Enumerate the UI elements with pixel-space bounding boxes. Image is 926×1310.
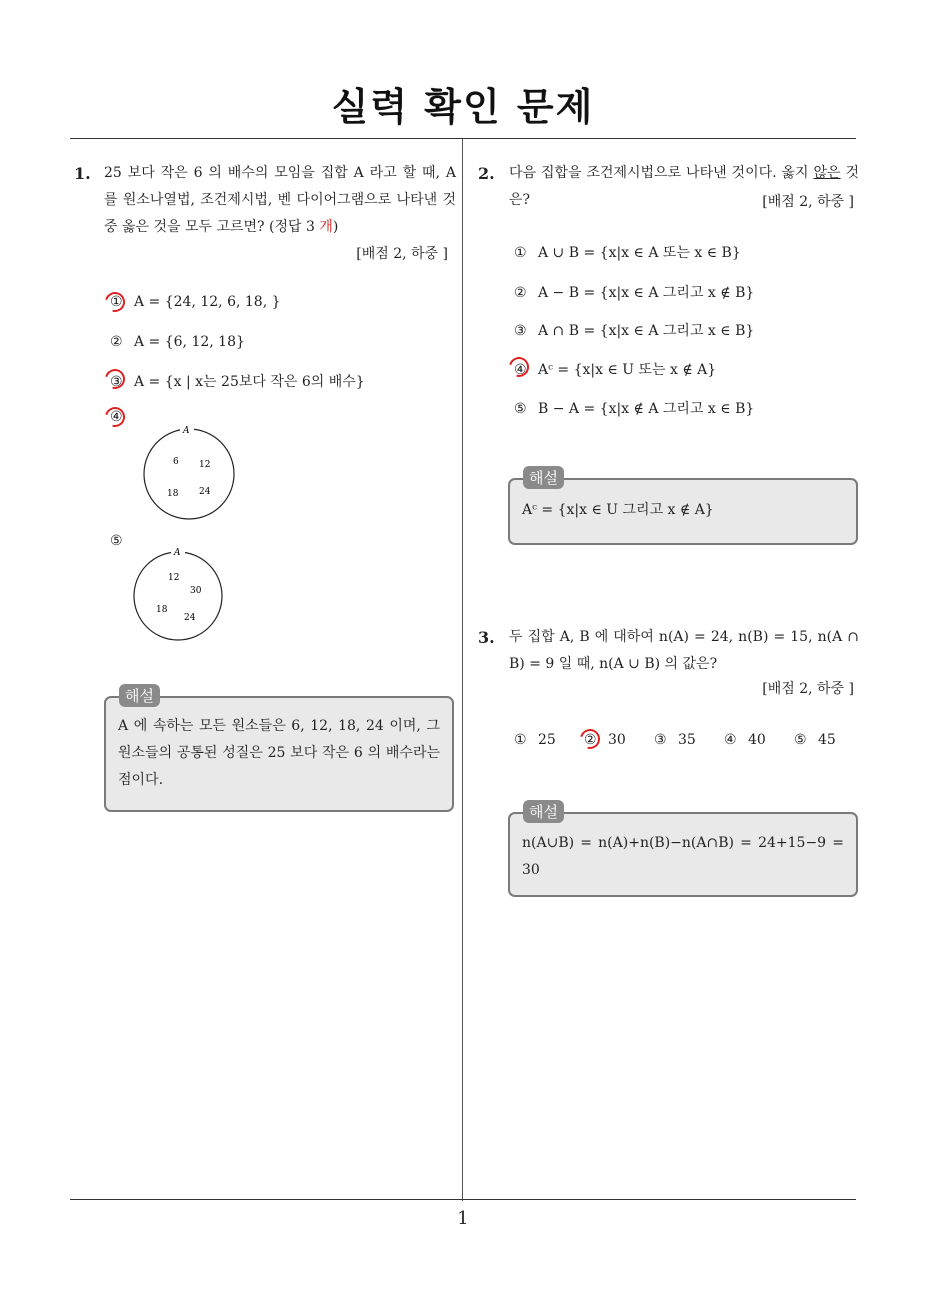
q1-explanation-tag: 해설 (119, 684, 160, 707)
q2-option-5-num: ⑤ (514, 401, 527, 417)
q3-option-5[interactable] (794, 732, 836, 748)
q1-explanation-text: A 에 속하는 모든 원소들은 6, 12, 18, 24 이며, 그 원소들의 공통된 성질은 25 보다 작은 6 의 배수라는 점이다. (118, 718, 440, 788)
q3-option-2-answer-mark (576, 725, 603, 752)
q3-option-2-text: 30 (608, 732, 626, 748)
q1-venn-diagram-4 (140, 424, 240, 524)
q2-option-4[interactable] (514, 359, 716, 379)
q3-option-1-text: 25 (538, 732, 556, 748)
q3-option-3-num: ③ (654, 732, 667, 748)
q1-option-3-text: A = {x | x는 25보다 작은 6의 배수} (134, 374, 365, 390)
q2-text-end: 것은? (509, 165, 859, 208)
q1-option-1-answer-mark (101, 288, 128, 315)
q3-explanation-box (508, 812, 858, 897)
q2-option-2-num: ② (514, 285, 527, 301)
venn4-element: 24 (199, 487, 211, 497)
q2-number: 2. (478, 164, 495, 183)
q2-option-5-text: B − A = {x|x ∉ A 그리고 x ∈ B} (538, 401, 755, 417)
q1-text-main: 25 보다 작은 6 의 배수의 모임을 집합 A 라고 할 때, A 를 원소나열법, 조건제시법, 벤 다이어그램으로 나타낸 것 중 옳은 것을 모두 고르면? (정답 3 (104, 165, 456, 235)
venn5-element: 30 (190, 586, 202, 596)
q1-option-2-text: A = {6, 12, 18} (134, 334, 245, 350)
q3-option-5-num: ⑤ (794, 732, 807, 748)
q3-option-4-num: ④ (724, 732, 737, 748)
q1-venn-diagram-5 (128, 546, 228, 646)
q2-explanation-tag: 해설 (523, 466, 564, 489)
q1-option-3[interactable] (110, 371, 365, 391)
q2-option-2[interactable] (514, 282, 754, 302)
q2-score: [배점 2, 하중 ] (762, 194, 854, 210)
q1-explanation-box (104, 696, 454, 812)
venn4-set-label: A (183, 426, 190, 436)
column-divider (462, 139, 463, 1201)
q2-text-underlined: 않은 (813, 165, 841, 181)
q2-option-1[interactable] (514, 242, 741, 262)
venn5-circle (134, 552, 222, 640)
q3-number: 3. (478, 628, 495, 647)
q2-option-3-text: A ∩ B = {x|x ∈ A 그리고 x ∈ B} (538, 323, 755, 339)
venn4-element: 12 (199, 460, 211, 470)
q2-option-1-num: ① (514, 245, 527, 261)
q1-option-1[interactable] (110, 294, 281, 310)
q2-text-main: 다음 집합을 조건제시법으로 나타낸 것이다. 옳지 (509, 165, 814, 181)
q1-option-2-num: ② (110, 334, 123, 350)
top-rule (70, 138, 856, 139)
venn5-element: 24 (184, 613, 196, 623)
q1-option-1-text: A = {24, 12, 6, 18, } (134, 294, 281, 310)
q3-option-5-text: 45 (818, 732, 836, 748)
q1-option-3-num: ③ (110, 374, 123, 390)
q2-option-1-text: A ∪ B = {x|x ∈ A 또는 x ∈ B} (538, 245, 741, 261)
q2-option-3[interactable] (514, 320, 754, 340)
venn5-element: 12 (168, 573, 180, 583)
page-number: 1 (457, 1208, 469, 1229)
venn4-circle (144, 429, 234, 519)
q3-explanation-tag: 해설 (523, 800, 564, 823)
q1-option-2[interactable] (110, 334, 245, 350)
q2-option-3-num: ③ (514, 323, 527, 339)
venn5-element: 18 (156, 605, 168, 615)
q2-option-4-text: Aᶜ = {x|x ∈ U 또는 x ∉ A} (538, 362, 717, 378)
q1-option-4-num: ④ (110, 409, 123, 425)
q3-text: 두 집합 A, B 에 대하여 n(A) = 24, n(B) = 15, n(A ∩ B) = 9 일 때, n(A ∪ B) 의 값은? (509, 629, 859, 672)
q1-option-4-answer-mark (101, 403, 128, 430)
q3-option-4[interactable] (724, 732, 766, 748)
q1-option-5-num: ⑤ (110, 533, 123, 549)
q3-option-4-text: 40 (748, 732, 766, 748)
q3-option-1-num: ① (514, 732, 527, 748)
q3-score: [배점 2, 하중 ] (762, 681, 854, 697)
q1-number: 1. (74, 164, 91, 183)
q2-explanation-text: Aᶜ = {x|x ∈ U 그리고 x ∉ A} (522, 502, 714, 518)
venn5-set-label: A (174, 548, 181, 558)
q1-score: [배점 2, 하중 ] (356, 246, 448, 262)
q1-option-1-num: ① (110, 294, 123, 310)
q3-explanation-text: n(A∪B) = n(A)+n(B)−n(A∩B) = 24+15−9 = 30 (522, 835, 844, 878)
q2-option-4-num: ④ (514, 362, 527, 378)
bottom-rule (70, 1199, 856, 1200)
q1-text-end: ) (332, 219, 339, 235)
page-title: 실력 확인 문제 (331, 85, 595, 129)
venn4-element: 6 (173, 457, 179, 467)
q2-option-5[interactable] (514, 398, 754, 418)
q2-option-2-text: A − B = {x|x ∈ A 그리고 x ∉ B} (538, 285, 755, 301)
q1-text-red: 개 (319, 219, 333, 235)
venn4-element: 18 (167, 489, 179, 499)
q1-text (104, 160, 456, 241)
q3-option-2-num: ② (584, 732, 597, 748)
q3-option-3-text: 35 (678, 732, 696, 748)
q3-option-3[interactable] (654, 732, 696, 748)
q3-option-1[interactable] (514, 732, 556, 748)
